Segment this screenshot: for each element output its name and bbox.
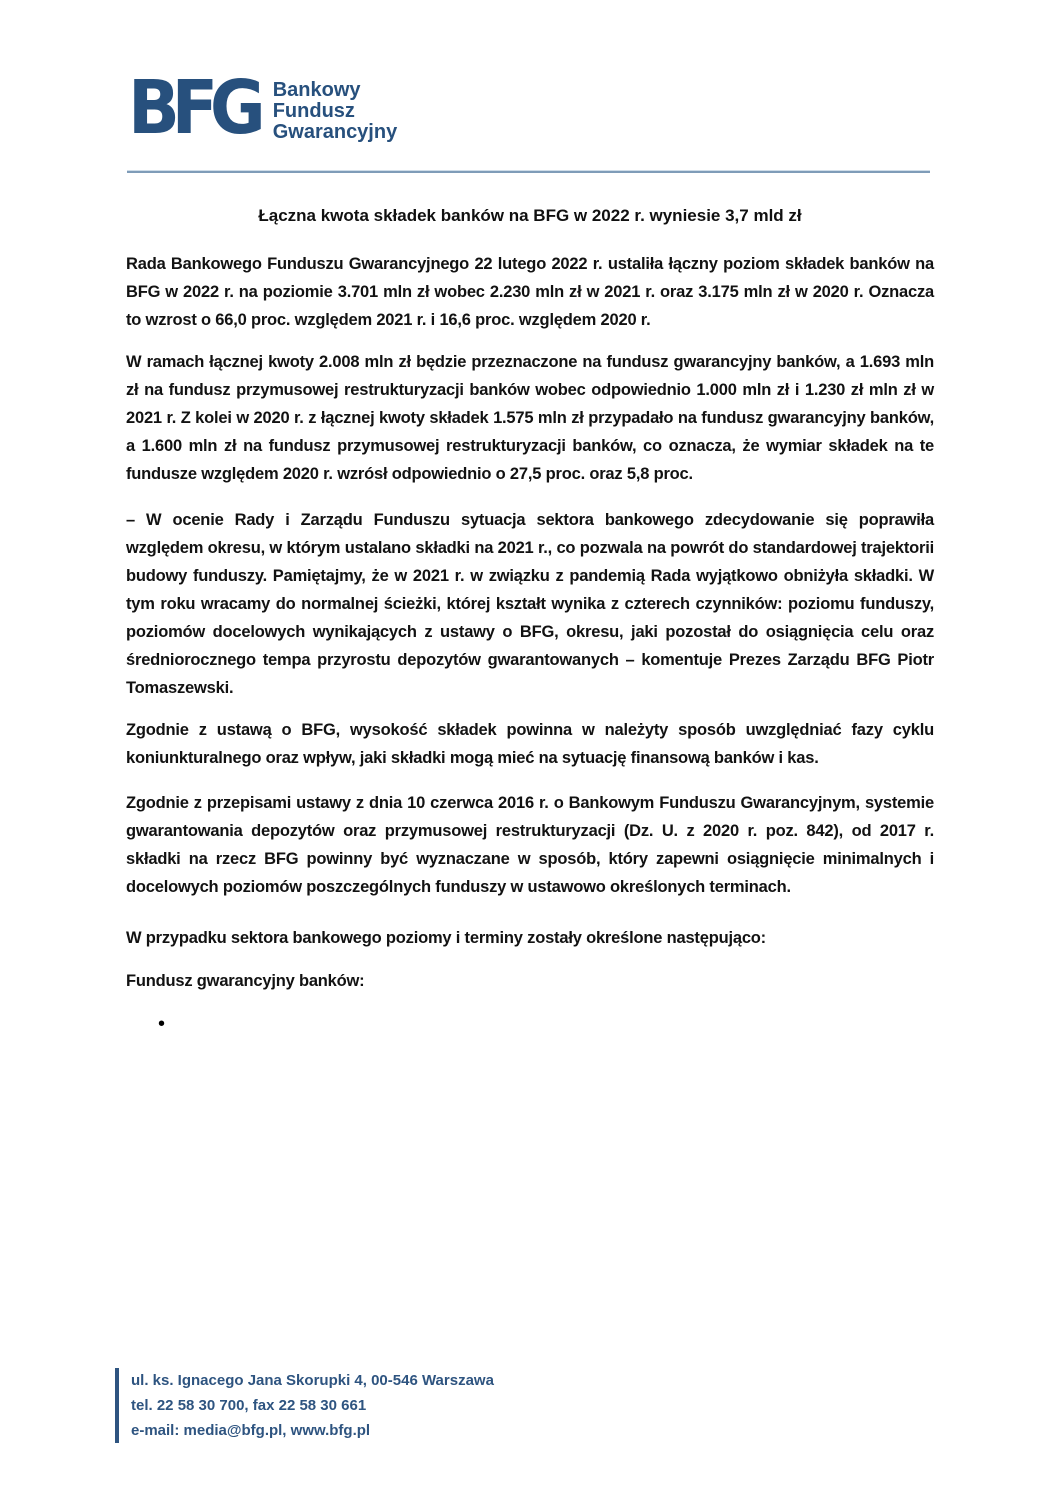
footer-address-line: ul. ks. Ignacego Jana Skorupki 4, 00-546 Warszawa xyxy=(131,1372,494,1389)
paragraph-lead: Rada Bankowego Funduszu Gwarancyjnego 22 lutego 2022 r. ustaliła łączny poziom składek banków na BFG w 2022 r. na poziomie 3.701 mln zł wobec 2.230 mln zł w 2021 r. oraz 3.175 mln zł w 2020 r. Oznacza to wzrost o 66,0 proc. względem 2021 r. i 16,6 proc. względem 2020 r. xyxy=(126,255,934,329)
logo-name-line-2: Fundusz xyxy=(272,100,355,122)
document-title: Łączna kwota składek banków na BFG w 2022 r. wyniesie 3,7 mld zł xyxy=(258,206,802,225)
paragraph-quote-tomaszewski: – W ocenie Rady i Zarządu Funduszu sytuacja sektora bankowego zdecydowanie się poprawiła względem okresu, w którym ustalano składki na 2021 r., co pozwala na powrót do standardowej trajektorii budowy funduszy. Pamiętajmy, że w 2021 r. w związku z pandemią Rada wyjątkowo obniżyła składki. W tym roku wracamy do normalnej ścieżki, której kształt wynika z czterech czynników: poziomu funduszy, poziomów docelowych wynikających z ustawy o BFG, okresu, jaki pozostał do osiągnięcia celu oraz średniorocznego tempa przyrostu depozytów gwarantowanych – komentuje Prezes Zarządu BFG Piotr Tomaszewski. xyxy=(126,511,934,697)
paragraph-law-cycle: Zgodnie z ustawą o BFG, wysokość składek powinna w należyty sposób uwzględniać fazy cyklu koniunkturalnego oraz wpływ, jaki składki mogą mieć na sytuację finansową banków i kas. xyxy=(126,721,934,767)
paragraph-law-2016: Zgodnie z przepisami ustawy z dnia 10 czerwca 2016 r. o Bankowym Funduszu Gwarancyjnym, systemie gwarantowania depozytów oraz przymusowej restrukturyzacji (Dz. U. z 2020 r. poz. 842), od 2017 r. składki na rzecz BFG powinny być wyznaczane w sposób, który zapewni osiągnięcie minimalnych i docelowych poziomów poszczególnych funduszy w ustawowo określonych terminach. xyxy=(126,794,934,896)
paragraph-funds-breakdown: W ramach łącznej kwoty 2.008 mln zł będzie przeznaczone na fundusz gwarancyjny banków, a 1.693 mln zł na fundusz przymusowej restrukturyzacji banków wobec odpowiednio 1.000 mln zł i 1.230 zł mln zł w 2021 r. Z kolei w 2020 r. z łącznej kwoty składek 1.575 mln zł przypadało na fundusz gwarancyjny banków, a 1.600 mln zł na fundusz przymusowej restrukturyzacji banków, co oznacza, że wymiar składek na te fundusze względem 2020 r. wzrósł odpowiednio o 27,5 proc. oraz 5,8 proc. xyxy=(126,353,934,483)
paragraph-sector-levels: W przypadku sektora bankowego poziomy i terminy zostały określone następująco: xyxy=(126,929,766,947)
logo-name-line-1: Bankowy xyxy=(272,79,361,101)
bfg-logo-icon: BFG xyxy=(128,65,258,151)
paragraph-fund-label: Fundusz gwarancyjny banków: xyxy=(126,972,365,990)
bfg-logo-name xyxy=(273,74,398,143)
bullet-list-item xyxy=(158,1014,165,1034)
logo-name-line-3: Gwarancyjny xyxy=(272,121,398,143)
footer-phone-line: tel. 22 58 30 700, fax 22 58 30 661 xyxy=(131,1397,367,1414)
header-divider xyxy=(127,170,930,173)
footer-email-line: e-mail: media@bfg.pl, www.bfg.pl xyxy=(131,1422,371,1439)
bullet-icon: • xyxy=(158,1013,166,1035)
bfg-logo xyxy=(128,65,398,151)
footer-contact-block xyxy=(115,1368,494,1443)
